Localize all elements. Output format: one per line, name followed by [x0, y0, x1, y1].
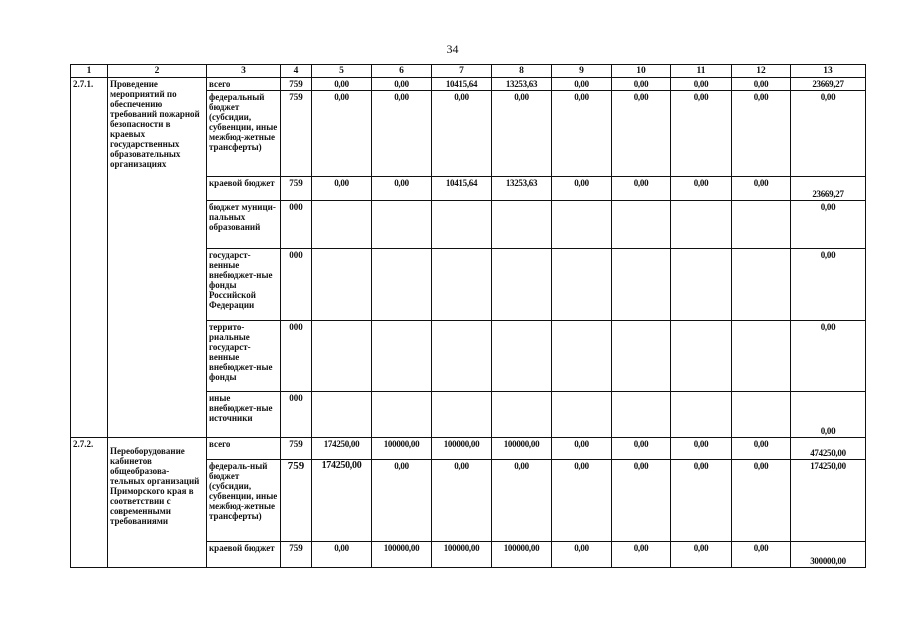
funding-source: всего: [207, 78, 281, 91]
section-code: 2.7.1.: [71, 78, 108, 438]
value-cell: [492, 321, 552, 392]
value-cell: [372, 392, 432, 438]
value-cell: [732, 249, 791, 321]
header-cell: 11: [671, 65, 732, 78]
section-name: Переоборудование кабинетов общеобразова-тельных организаций Приморского края в соответствии с современными требованиями: [108, 438, 207, 568]
value-cell: 0,00: [671, 78, 732, 91]
value-cell: 0,00: [612, 460, 671, 542]
grbs-code: 759: [281, 460, 312, 542]
grbs-code: 000: [281, 392, 312, 438]
value-cell: 0,00: [791, 321, 866, 392]
value-cell: [552, 201, 612, 249]
value-cell: 0,00: [732, 438, 791, 460]
value-cell: 0,00: [732, 91, 791, 177]
value-cell: 0,00: [372, 78, 432, 91]
value-cell: [552, 392, 612, 438]
value-cell: [732, 392, 791, 438]
value-cell: 0,00: [732, 78, 791, 91]
value-cell: 0,00: [312, 542, 372, 568]
value-cell: 0,00: [372, 177, 432, 201]
value-cell: 0,00: [552, 91, 612, 177]
header-cell: 10: [612, 65, 671, 78]
value-cell: 0,00: [312, 177, 372, 201]
value-cell: 0,00: [612, 177, 671, 201]
value-cell: 0,00: [372, 91, 432, 177]
funding-source: государст-венные внебюджет-ные фонды Российской Федерации: [207, 249, 281, 321]
value-cell: 0,00: [612, 78, 671, 91]
funding-source: бюджет муници-пальных образований: [207, 201, 281, 249]
value-cell: [612, 201, 671, 249]
value-cell: 0,00: [612, 91, 671, 177]
header-cell: 13: [791, 65, 866, 78]
value-cell: [671, 321, 732, 392]
value-cell: 0,00: [552, 177, 612, 201]
grbs-code: 000: [281, 201, 312, 249]
value-cell: 0,00: [671, 542, 732, 568]
value-cell: [492, 201, 552, 249]
funding-source: террито-риальные государст-венные внебюджет-ные фонды: [207, 321, 281, 392]
grbs-code: 759: [281, 542, 312, 568]
value-cell: 0,00: [552, 78, 612, 91]
value-cell: 0,00: [671, 438, 732, 460]
grbs-code: 759: [281, 91, 312, 177]
value-cell: [552, 249, 612, 321]
value-cell: [312, 201, 372, 249]
value-cell: 100000,00: [492, 542, 552, 568]
value-cell: 0,00: [492, 91, 552, 177]
value-cell: [372, 201, 432, 249]
value-cell: 0,00: [791, 201, 866, 249]
value-cell: 300000,00: [791, 542, 866, 568]
value-cell: [372, 321, 432, 392]
value-cell: [492, 392, 552, 438]
value-cell: 0,00: [552, 542, 612, 568]
value-cell: 0,00: [432, 91, 492, 177]
grbs-code: 759: [281, 438, 312, 460]
value-cell: 0,00: [671, 177, 732, 201]
value-cell: [671, 201, 732, 249]
header-row: [71, 65, 866, 78]
value-cell: 100000,00: [432, 438, 492, 460]
value-cell: [312, 392, 372, 438]
value-cell: [732, 321, 791, 392]
value-cell: 0,00: [732, 460, 791, 542]
value-cell: 0,00: [791, 249, 866, 321]
value-cell: [612, 321, 671, 392]
value-cell: 0,00: [671, 91, 732, 177]
value-cell: 23669,27: [791, 78, 866, 91]
value-cell: [372, 249, 432, 321]
funding-source: всего: [207, 438, 281, 460]
value-cell: [732, 201, 791, 249]
header-cell: 2: [108, 65, 207, 78]
value-cell: 0,00: [612, 438, 671, 460]
value-cell: [312, 321, 372, 392]
grbs-code: 759: [281, 177, 312, 201]
value-cell: 174250,00: [791, 460, 866, 542]
header-cell: 8: [492, 65, 552, 78]
budget-table: [70, 64, 866, 568]
value-cell: 474250,00: [791, 438, 866, 460]
table-row: [71, 438, 866, 460]
value-cell: [612, 249, 671, 321]
value-cell: 23669,27: [791, 177, 866, 201]
value-cell: 0,00: [791, 91, 866, 177]
value-cell: 0,00: [492, 460, 552, 542]
header-cell: 9: [552, 65, 612, 78]
value-cell: 0,00: [612, 542, 671, 568]
grbs-code: 759: [281, 78, 312, 91]
header-cell: 5: [312, 65, 372, 78]
value-cell: 13253,63: [492, 78, 552, 91]
value-cell: 100000,00: [492, 438, 552, 460]
value-cell: [492, 249, 552, 321]
value-cell: [432, 201, 492, 249]
page-number: 34: [446, 42, 459, 56]
value-cell: 100000,00: [372, 438, 432, 460]
value-cell: 174250,00: [312, 438, 372, 460]
value-cell: 0,00: [671, 460, 732, 542]
funding-source: краевой бюджет: [207, 177, 281, 201]
value-cell: 174250,00: [312, 460, 372, 542]
header-cell: 3: [207, 65, 281, 78]
value-cell: 0,00: [312, 78, 372, 91]
value-cell: 100000,00: [372, 542, 432, 568]
value-cell: 0,00: [432, 460, 492, 542]
funding-source: краевой бюджет: [207, 542, 281, 568]
value-cell: 10415,64: [432, 177, 492, 201]
value-cell: [432, 392, 492, 438]
value-cell: 10415,64: [432, 78, 492, 91]
value-cell: 0,00: [372, 460, 432, 542]
table-row: [71, 78, 866, 91]
value-cell: 0,00: [552, 438, 612, 460]
value-cell: 0,00: [732, 177, 791, 201]
value-cell: [671, 249, 732, 321]
value-cell: 0,00: [732, 542, 791, 568]
value-cell: 100000,00: [432, 542, 492, 568]
value-cell: 13253,63: [492, 177, 552, 201]
value-cell: 0,00: [791, 392, 866, 438]
section-code: 2.7.2.: [71, 438, 108, 568]
value-cell: [612, 392, 671, 438]
value-cell: [432, 249, 492, 321]
header-cell: 6: [372, 65, 432, 78]
header-cell: 7: [432, 65, 492, 78]
header-cell: 1: [71, 65, 108, 78]
value-cell: 0,00: [552, 460, 612, 542]
section-name: Проведение мероприятий по обеспечению требований пожарной безопасности в краевых государственных образовательных организациях: [108, 78, 207, 438]
grbs-code: 000: [281, 249, 312, 321]
header-cell: 4: [281, 65, 312, 78]
funding-source: федеральный бюджет (субсидии, субвенции, иные межбюд-жетные трансферты): [207, 91, 281, 177]
grbs-code: 000: [281, 321, 312, 392]
value-cell: 0,00: [312, 91, 372, 177]
funding-source: иные внебюджет-ные источники: [207, 392, 281, 438]
value-cell: [671, 392, 732, 438]
value-cell: [312, 249, 372, 321]
funding-source: федераль-ный бюджет (субсидии, субвенции, иные межбюд-жетные трансферты): [207, 460, 281, 542]
header-cell: 12: [732, 65, 791, 78]
value-cell: [552, 321, 612, 392]
value-cell: [432, 321, 492, 392]
